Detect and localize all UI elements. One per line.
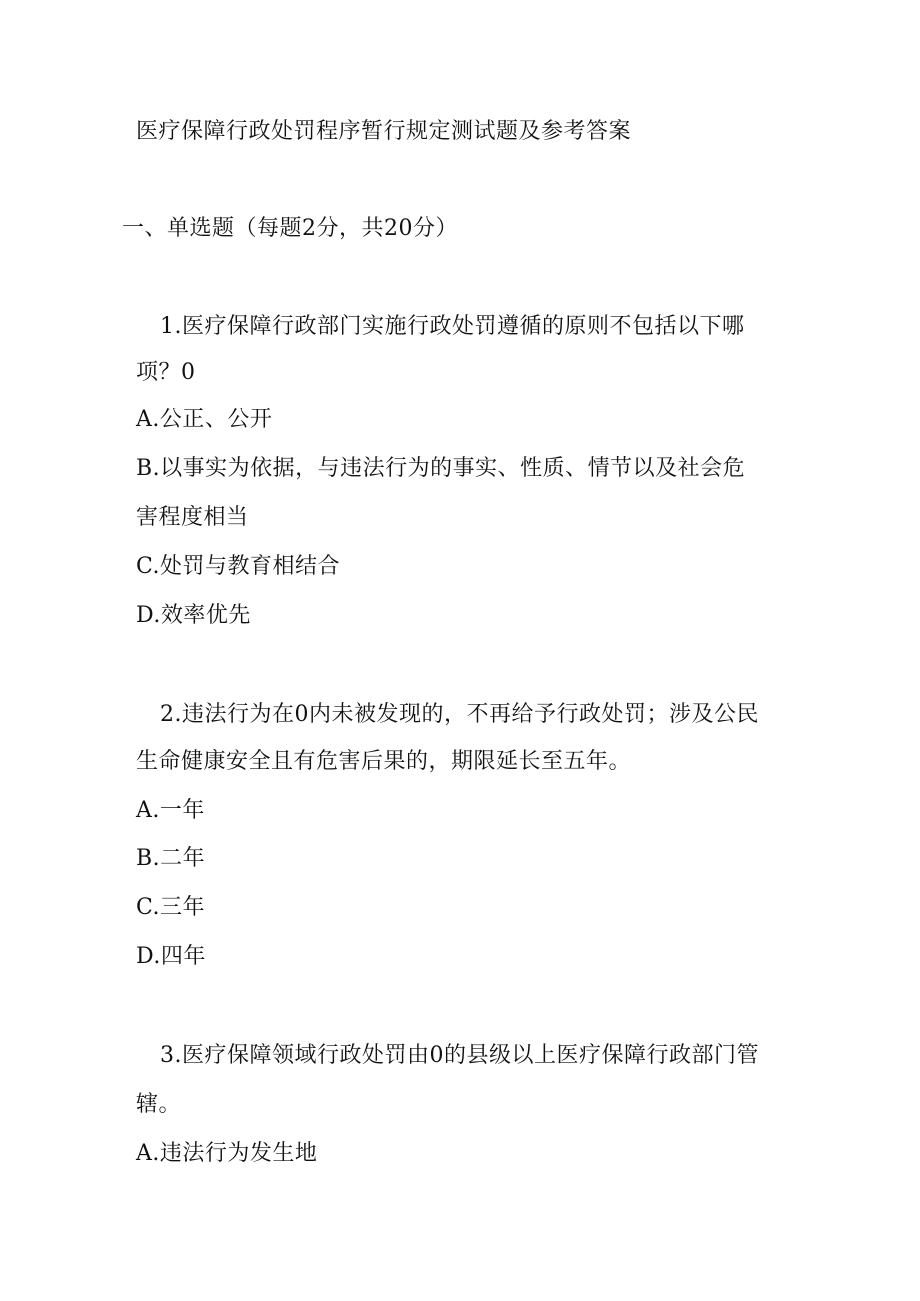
question-3-option-a: A.违法行为发生地 (136, 1141, 318, 1166)
question-1-option-b: B.以事实为依据，与违法行为的事实、性质、情节以及社会危 (136, 456, 746, 481)
question-3-line-1: 3.医疗保障领域行政处罚由0的县级以上医疗保障行政部门管 (160, 1043, 759, 1068)
question-2-option-c: C.三年 (136, 895, 206, 920)
question-3-line-2: 辖。 (136, 1092, 182, 1117)
question-1-line-1: 1.医疗保障行政部门实施行政处罚遵循的原则不包括以下哪 (160, 314, 745, 339)
question-2-line-1: 2.违法行为在0内未被发现的，不再给予行政处罚；涉及公民 (160, 702, 759, 727)
question-1-option-d: D.效率优先 (136, 603, 251, 628)
document-title: 医疗保障行政处罚程序暂行规定测试题及参考答案 (136, 119, 632, 144)
question-1-option-c: C.处罚与教育相结合 (136, 554, 341, 579)
section-heading: 一、单选题（每题2分，共20分） (122, 216, 458, 241)
question-2-option-b: B.二年 (136, 846, 206, 871)
question-1-line-2: 项？0 (136, 360, 196, 385)
question-1-option-a: A.公正、公开 (136, 407, 273, 432)
question-1-option-b-continued: 害程度相当 (136, 505, 249, 530)
question-2-option-a: A.一年 (136, 798, 205, 823)
question-2-line-2: 生命健康安全且有危害后果的，期限延长至五年。 (136, 749, 632, 774)
question-2-option-d: D.四年 (136, 944, 206, 969)
